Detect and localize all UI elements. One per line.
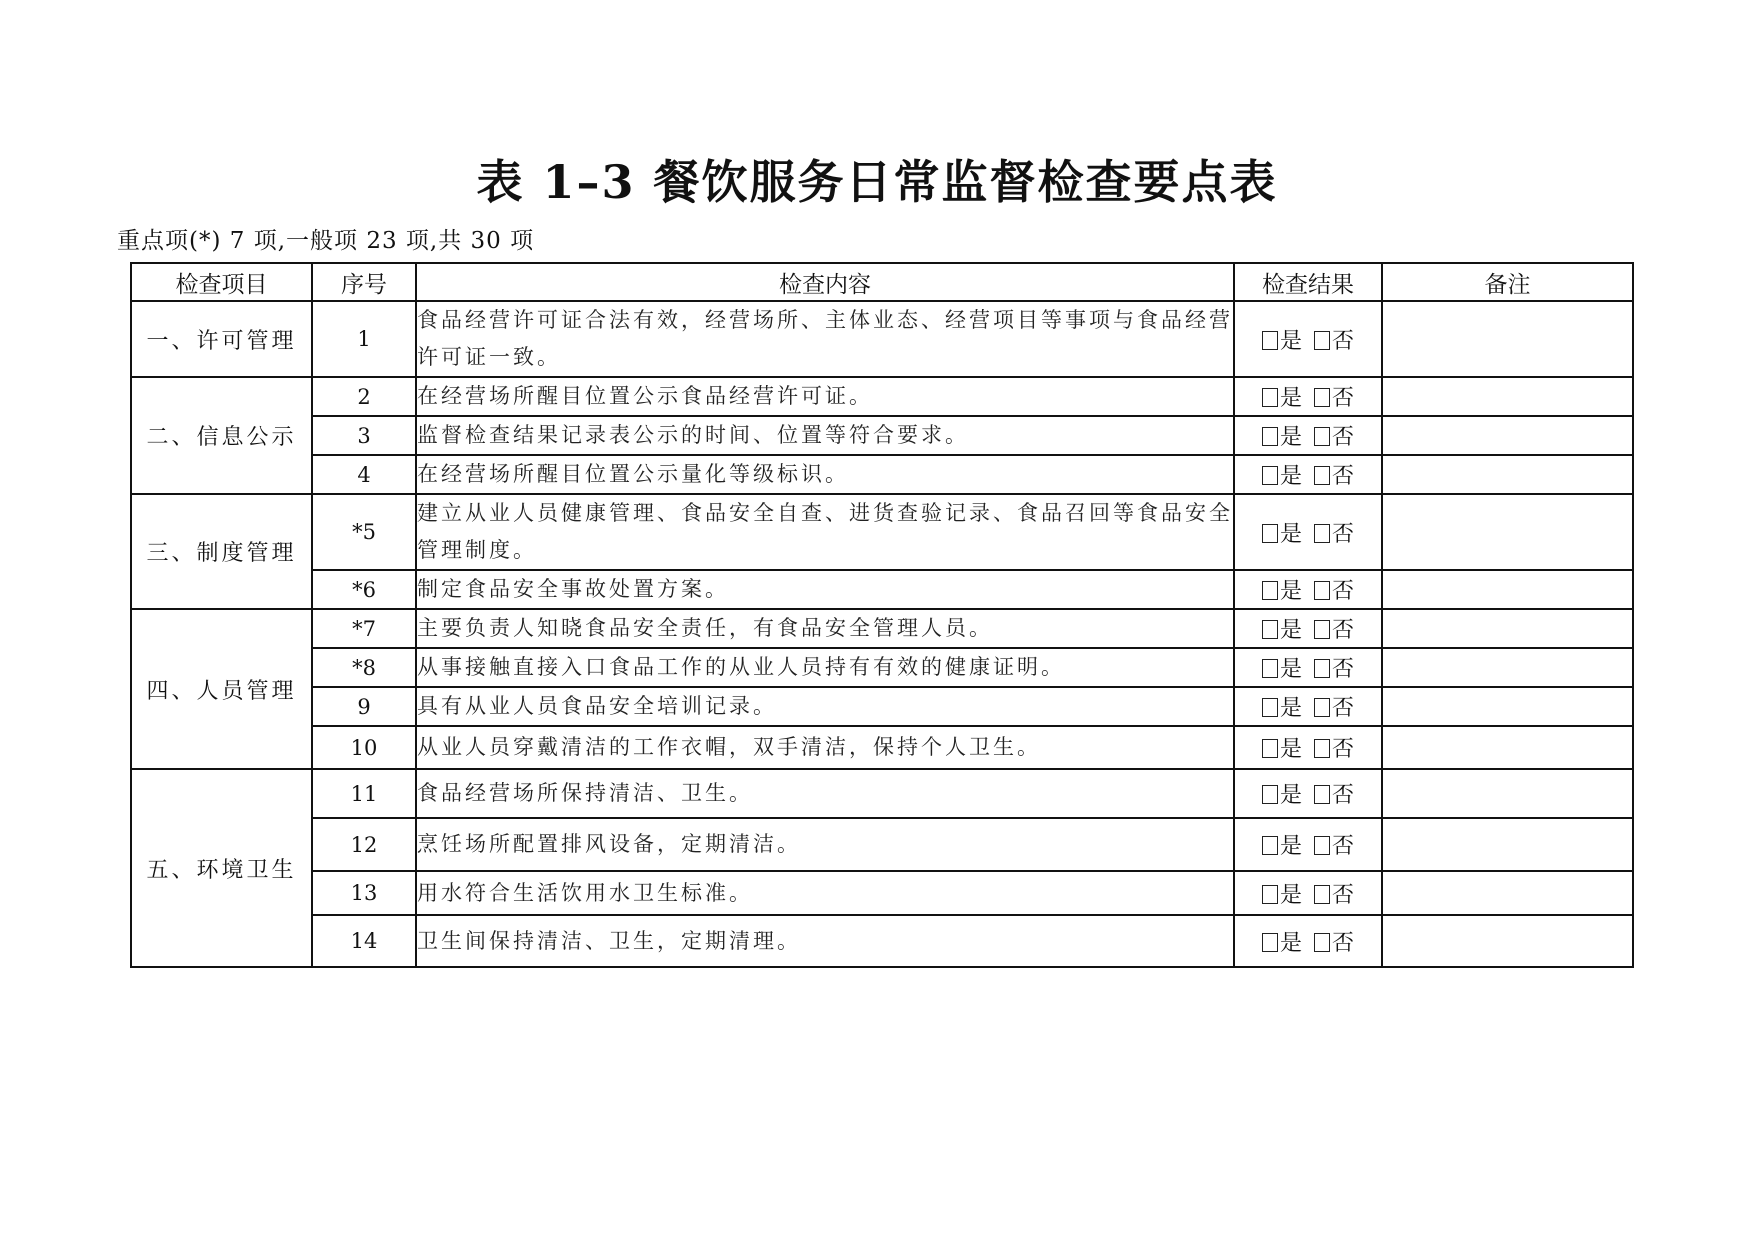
table-row (131, 570, 1633, 609)
seq-cell: 12 (312, 818, 416, 871)
checkbox-yes[interactable] (1262, 785, 1278, 804)
result-option-yes[interactable] (1262, 381, 1302, 412)
result-option-yes[interactable] (1262, 926, 1302, 957)
result-cell (1234, 687, 1382, 726)
checkbox-no[interactable] (1314, 427, 1330, 446)
result-option-no[interactable] (1314, 878, 1354, 909)
checkbox-no[interactable] (1314, 581, 1330, 600)
result-option-yes[interactable] (1262, 574, 1302, 605)
remark-cell[interactable] (1382, 570, 1633, 609)
checkbox-yes[interactable] (1262, 427, 1278, 446)
result-cell (1234, 570, 1382, 609)
checkbox-no[interactable] (1314, 785, 1330, 804)
checkbox-label-yes: 是 (1279, 696, 1302, 721)
table-row (131, 915, 1633, 967)
result-option-yes[interactable] (1262, 691, 1302, 722)
checkbox-label-yes: 是 (1279, 521, 1302, 547)
inspection-content-cell: 主要负责人知晓食品安全责任，有食品安全管理人员。 (416, 609, 1234, 648)
checkbox-label-no: 否 (1332, 834, 1355, 859)
result-cell (1234, 494, 1382, 570)
result-option-yes[interactable] (1262, 613, 1302, 644)
remark-cell[interactable] (1382, 377, 1633, 416)
remark-cell[interactable] (1382, 494, 1633, 570)
inspection-content-cell: 在经营场所醒目位置公示量化等级标识。 (416, 455, 1234, 494)
checkbox-no[interactable] (1314, 836, 1330, 855)
checkbox-no[interactable] (1314, 698, 1330, 717)
result-cell (1234, 455, 1382, 494)
result-option-no[interactable] (1314, 778, 1354, 809)
result-option-yes[interactable] (1262, 878, 1302, 909)
checkbox-label-yes: 是 (1279, 328, 1302, 354)
checkbox-label-yes: 是 (1279, 737, 1302, 762)
result-option-no[interactable] (1314, 732, 1354, 763)
checkbox-label-no: 否 (1332, 696, 1355, 721)
checkbox-no[interactable] (1314, 885, 1330, 904)
header-remark: 备注 (1382, 263, 1633, 301)
seq-cell: 14 (312, 915, 416, 967)
checkbox-label-yes: 是 (1279, 930, 1302, 956)
seq-cell: 2 (312, 377, 416, 416)
checkbox-label-yes: 是 (1279, 657, 1302, 682)
table-row (131, 494, 1633, 570)
table-row (131, 687, 1633, 726)
result-cell (1234, 609, 1382, 648)
item-count-summary: 重点项(*) 7 项,一般项 23 项,共 30 项 (117, 228, 535, 254)
inspection-content-cell: 在经营场所醒目位置公示食品经营许可证。 (416, 377, 1234, 416)
remark-cell[interactable] (1382, 687, 1633, 726)
inspection-content-cell: 卫生间保持清洁、卫生，定期清理。 (416, 915, 1234, 967)
result-option-no[interactable] (1314, 926, 1354, 957)
checkbox-label-yes: 是 (1279, 464, 1302, 489)
checkbox-no[interactable] (1314, 466, 1330, 485)
inspection-content-cell: 从事接触直接入口食品工作的从业人员持有有效的健康证明。 (416, 648, 1234, 687)
checkbox-no[interactable] (1314, 659, 1330, 678)
inspection-content-cell: 制定食品安全事故处置方案。 (416, 570, 1234, 609)
result-cell (1234, 377, 1382, 416)
inspection-content-cell: 从业人员穿戴清洁的工作衣帽，双手清洁，保持个人卫生。 (416, 726, 1234, 769)
key-item-seq-cell: *8 (312, 648, 416, 687)
remark-cell[interactable] (1382, 301, 1633, 377)
checkbox-no[interactable] (1314, 388, 1330, 407)
result-cell (1234, 915, 1382, 967)
checkbox-label-yes: 是 (1279, 386, 1302, 411)
remark-cell[interactable] (1382, 726, 1633, 769)
checkbox-label-yes: 是 (1279, 618, 1302, 643)
checkbox-label-no: 否 (1332, 464, 1355, 489)
checkbox-yes[interactable] (1262, 524, 1278, 543)
remark-cell[interactable] (1382, 818, 1633, 871)
inspection-content-cell: 建立从业人员健康管理、食品安全自查、进货查验记录、食品召回等食品安全管理制度。 (416, 494, 1234, 570)
category-cell: 五、环境卫生 (131, 769, 312, 967)
table-row (131, 648, 1633, 687)
checkbox-label-yes: 是 (1279, 882, 1302, 908)
checkbox-label-no: 否 (1332, 521, 1355, 547)
seq-cell: 13 (312, 871, 416, 915)
checkbox-label-yes: 是 (1279, 783, 1302, 808)
remark-cell[interactable] (1382, 416, 1633, 455)
result-option-no[interactable] (1314, 459, 1354, 490)
result-option-no[interactable] (1314, 381, 1354, 412)
checkbox-label-no: 否 (1332, 618, 1355, 643)
checkbox-yes[interactable] (1262, 466, 1278, 485)
table-row (131, 416, 1633, 455)
result-option-no[interactable] (1314, 324, 1354, 355)
checkbox-label-no: 否 (1332, 657, 1355, 682)
table-row (131, 818, 1633, 871)
seq-cell: 10 (312, 726, 416, 769)
table-row (131, 301, 1633, 377)
header-row (131, 263, 1633, 301)
checkbox-yes[interactable] (1262, 885, 1278, 904)
category-cell: 四、人员管理 (131, 609, 312, 769)
key-item-seq-cell: *7 (312, 609, 416, 648)
remark-cell[interactable] (1382, 871, 1633, 915)
result-cell (1234, 648, 1382, 687)
seq-cell: 4 (312, 455, 416, 494)
checkbox-yes[interactable] (1262, 698, 1278, 717)
result-cell (1234, 871, 1382, 915)
table-row (131, 609, 1633, 648)
checkbox-no[interactable] (1314, 739, 1330, 758)
checkbox-label-no: 否 (1332, 386, 1355, 411)
seq-cell: 1 (312, 301, 416, 377)
result-option-no[interactable] (1314, 691, 1354, 722)
remark-cell[interactable] (1382, 648, 1633, 687)
inspection-content-cell: 食品经营场所保持清洁、卫生。 (416, 769, 1234, 818)
checkbox-yes[interactable] (1262, 331, 1278, 350)
result-option-yes[interactable] (1262, 324, 1302, 355)
checkbox-label-no: 否 (1332, 579, 1355, 604)
checkbox-yes[interactable] (1262, 836, 1278, 855)
remark-cell[interactable] (1382, 769, 1633, 818)
key-item-seq-cell: *6 (312, 570, 416, 609)
result-cell (1234, 769, 1382, 818)
checklist-body (131, 301, 1633, 967)
inspection-content-cell: 用水符合生活饮用水卫生标准。 (416, 871, 1234, 915)
result-option-yes[interactable] (1262, 420, 1302, 451)
checkbox-no[interactable] (1314, 933, 1330, 952)
checkbox-label-yes: 是 (1279, 834, 1302, 859)
seq-cell: 3 (312, 416, 416, 455)
checkbox-label-no: 否 (1332, 425, 1355, 450)
checkbox-yes[interactable] (1262, 933, 1278, 952)
result-cell (1234, 301, 1382, 377)
result-option-no[interactable] (1314, 420, 1354, 451)
table-row (131, 377, 1633, 416)
checkbox-label-no: 否 (1332, 328, 1355, 354)
result-cell (1234, 726, 1382, 769)
table-row (131, 769, 1633, 818)
checkbox-no[interactable] (1314, 620, 1330, 639)
result-option-no[interactable] (1314, 652, 1354, 683)
checkbox-label-no: 否 (1332, 783, 1355, 808)
result-option-no[interactable] (1314, 613, 1354, 644)
result-option-yes[interactable] (1262, 829, 1302, 860)
key-item-seq-cell: *5 (312, 494, 416, 570)
table-row (131, 726, 1633, 769)
result-cell (1234, 416, 1382, 455)
category-cell: 一、许可管理 (131, 301, 312, 377)
result-option-yes[interactable] (1262, 778, 1302, 809)
result-option-no[interactable] (1314, 574, 1354, 605)
table-row (131, 871, 1633, 915)
checkbox-label-no: 否 (1332, 930, 1355, 956)
inspection-content-cell: 监督检查结果记录表公示的时间、位置等符合要求。 (416, 416, 1234, 455)
checkbox-yes[interactable] (1262, 739, 1278, 758)
result-cell (1234, 818, 1382, 871)
checkbox-no[interactable] (1314, 524, 1330, 543)
seq-cell: 11 (312, 769, 416, 818)
header-category: 检查项目 (131, 263, 312, 301)
inspection-content-cell: 烹饪场所配置排风设备，定期清洁。 (416, 818, 1234, 871)
document-title: 表 1–3 餐饮服务日常监督检查要点表 (476, 155, 1278, 209)
remark-cell[interactable] (1382, 915, 1633, 967)
checkbox-label-no: 否 (1332, 737, 1355, 762)
header-seq: 序号 (312, 263, 416, 301)
checkbox-label-yes: 是 (1279, 579, 1302, 604)
result-option-yes[interactable] (1262, 459, 1302, 490)
result-option-yes[interactable] (1262, 732, 1302, 763)
header-result: 检查结果 (1234, 263, 1382, 301)
checkbox-yes[interactable] (1262, 620, 1278, 639)
header-content: 检查内容 (416, 263, 1234, 301)
seq-cell: 9 (312, 687, 416, 726)
checkbox-label-yes: 是 (1279, 425, 1302, 450)
table-row (131, 455, 1633, 494)
category-cell: 二、信息公示 (131, 377, 312, 494)
inspection-content-cell: 具有从业人员食品安全培训记录。 (416, 687, 1234, 726)
remark-cell[interactable] (1382, 609, 1633, 648)
result-option-yes[interactable] (1262, 517, 1302, 548)
remark-cell[interactable] (1382, 455, 1633, 494)
result-option-yes[interactable] (1262, 652, 1302, 683)
checkbox-yes[interactable] (1262, 581, 1278, 600)
checkbox-yes[interactable] (1262, 659, 1278, 678)
checkbox-no[interactable] (1314, 331, 1330, 350)
inspection-content-cell: 食品经营许可证合法有效，经营场所、主体业态、经营项目等事项与食品经营许可证一致。 (416, 301, 1234, 377)
category-cell: 三、制度管理 (131, 494, 312, 609)
checkbox-label-no: 否 (1332, 882, 1355, 908)
result-option-no[interactable] (1314, 517, 1354, 548)
checkbox-yes[interactable] (1262, 388, 1278, 407)
result-option-no[interactable] (1314, 829, 1354, 860)
inspection-checklist-table (130, 262, 1634, 968)
